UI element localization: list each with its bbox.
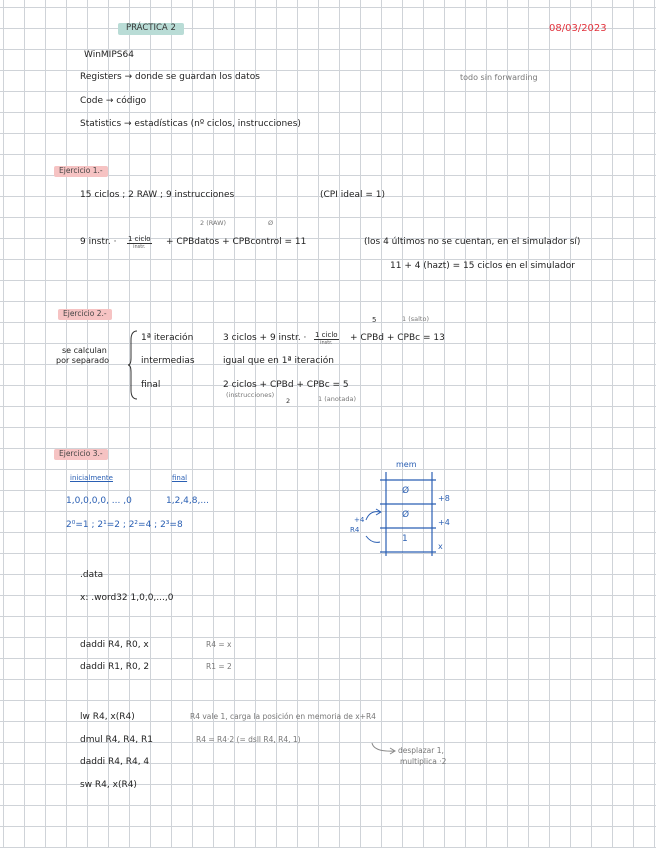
- mem-arrow-down: [366, 536, 380, 542]
- code-line-3: lw R4, x(R4): [80, 712, 135, 722]
- ej2-brace-path: [128, 331, 137, 399]
- intro-line-4: Statistics → estadísticas (nº ciclos, instrucciones): [80, 119, 301, 129]
- page-date: 08/03/2023: [549, 23, 607, 34]
- code-line-2: daddi R1, R0, 2: [80, 662, 150, 672]
- ej2-brace: [128, 330, 138, 400]
- code-line-4-arrow-path: [372, 743, 394, 751]
- code-line-2-note: R1 = 2: [206, 662, 232, 671]
- intro-line-1: WinMIPS64: [84, 50, 134, 60]
- page-title: PRÁCTICA 2: [118, 23, 184, 35]
- ej2-row3-under-3: 1 (anotada): [318, 395, 356, 403]
- ej2-row1-text-a: 3 ciclos + 9 instr. ·: [223, 333, 307, 343]
- ej2-row1-over-c: 1 (salto): [402, 315, 429, 323]
- mem-cell-1: Ø: [402, 486, 410, 496]
- code-line-6: sw R4, x(R4): [80, 780, 137, 790]
- ej1-line-2-prefix: 9 instr. ·: [80, 237, 117, 247]
- ej1-fraction: [127, 235, 152, 250]
- mem-reg-note: +4: [354, 516, 365, 524]
- ej2-row1-fraction-num: 1 ciclo: [315, 331, 338, 339]
- ej1-line-2-rest: + CPBdatos + CPBcontrol = 11: [166, 237, 307, 247]
- code-line-1: daddi R4, R0, x: [80, 640, 149, 650]
- ej3-col2-values: 1,2,4,8,...: [166, 496, 209, 506]
- ej2-left-2: por separado: [56, 356, 110, 365]
- mem-offset-2: +4: [438, 518, 450, 527]
- code-word-line: x: .word32 1,0,0,...,0: [80, 593, 174, 603]
- ej3-col1-head: inicialmente: [70, 474, 113, 482]
- intro-note: todo sin forwarding: [460, 73, 538, 82]
- code-line-4-note: R4 = R4·2 (= dsll R4, R4, 1): [196, 735, 301, 744]
- mem-reg-label: R4: [350, 526, 360, 534]
- mem-offset-3: x: [438, 542, 443, 551]
- ej2-row2-label: intermedias: [141, 356, 195, 366]
- ej2-row3-label: final: [141, 380, 161, 390]
- ej2-row3-under-1: (instrucciones): [226, 391, 275, 399]
- ej1-over-datos: 2 (RAW): [200, 219, 227, 227]
- mem-cell-2: Ø: [402, 510, 410, 520]
- ej2-row3-text: 2 ciclos + CPBd + CPBc = 5: [223, 380, 349, 390]
- code-line-1-note: R4 = x: [206, 640, 232, 649]
- intro-line-2: Registers → donde se guardan los datos: [80, 72, 260, 82]
- ej3-col1-values: 1,0,0,0,0, ... ,0: [66, 496, 132, 506]
- ej1-side-note-2: 11 + 4 (hazt) = 15 ciclos en el simulador: [390, 261, 575, 271]
- ej1-fraction-den: instr.: [133, 244, 146, 250]
- code-line-5: daddi R4, R4, 4: [80, 757, 150, 767]
- ej2-row1-fraction-den: instr.: [320, 340, 333, 346]
- ej1-line-1: 15 ciclos ; 2 RAW ; 9 instrucciones: [80, 190, 235, 200]
- mem-offset-1: +8: [438, 494, 450, 503]
- ej2-row2-text: igual que en 1ª iteración: [223, 356, 334, 366]
- mem-arrow-up: [366, 512, 380, 520]
- ejercicio-1-heading: Ejercicio 1.-: [54, 166, 108, 177]
- ej1-line-1-note: (CPI ideal = 1): [320, 190, 386, 200]
- ejercicio-2-heading: Ejercicio 2.-: [58, 309, 112, 320]
- ej2-row3-under-2: 2: [286, 397, 291, 405]
- ej2-row1-over-d: 5: [372, 316, 377, 324]
- ej2-row1-text-b: + CPBd + CPBc = 13: [350, 333, 445, 343]
- code-line-3-note: R4 vale 1, carga la posición en memoria de x+R4: [190, 712, 376, 721]
- code-line-4: dmul R4, R4, R1: [80, 735, 153, 745]
- mem-label: mem: [396, 460, 417, 469]
- ej1-over-control: Ø: [268, 219, 274, 227]
- mem-arrows: [360, 506, 390, 546]
- ej2-row1-fraction: [314, 331, 339, 346]
- ej3-col2-head: final: [172, 474, 188, 482]
- intro-line-3: Code → código: [80, 96, 147, 106]
- ej1-side-note-1: (los 4 últimos no se cuentan, en el simulador sí): [364, 237, 581, 247]
- ej2-left-1: se calculan: [62, 346, 107, 355]
- code-line-4-arrow-note-1: desplazar 1,: [398, 746, 444, 755]
- code-line-4-arrow: [370, 742, 400, 758]
- ej3-powers: 2⁰=1 ; 2¹=2 ; 2²=4 ; 2³=8: [66, 520, 183, 530]
- code-line-4-arrow-note-2: multiplica ·2: [400, 757, 447, 766]
- ejercicio-3-heading: Ejercicio 3.-: [54, 449, 108, 460]
- mem-cell-3: 1: [402, 534, 408, 544]
- ej1-fraction-num: 1 ciclo: [128, 235, 151, 243]
- code-data-directive: .data: [80, 570, 104, 580]
- ej2-row1-label: 1ª iteración: [141, 333, 194, 343]
